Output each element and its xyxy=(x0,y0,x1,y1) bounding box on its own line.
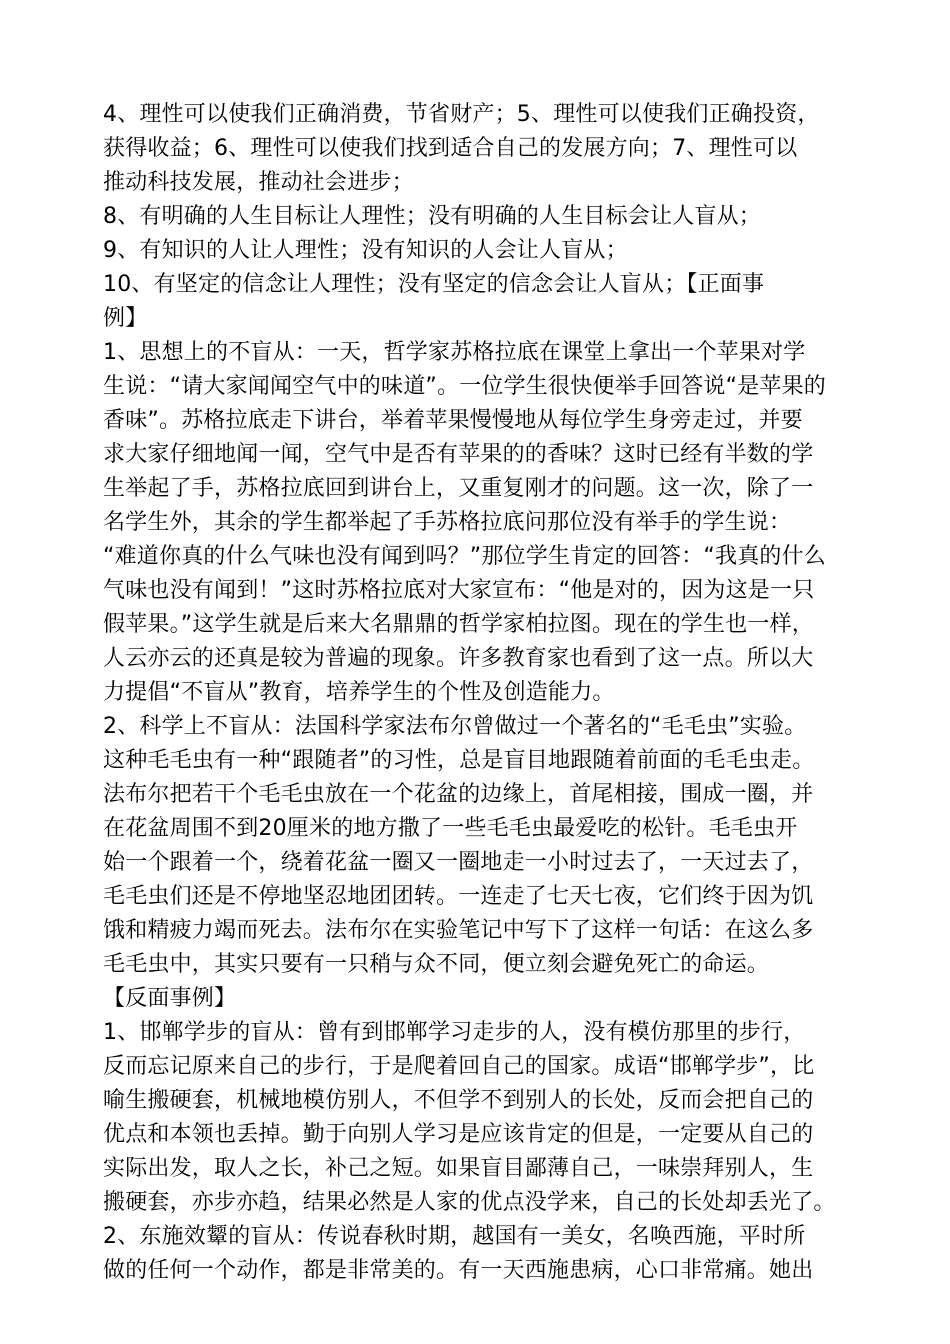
text-line: 人云亦云的还真是较为普遍的现象。许多教育家也看到了这一点。所以大 xyxy=(103,646,814,671)
text-line: 做的任何一个动作，都是非常美的。有一天西施患病，心口非常痛。她出 xyxy=(103,1258,814,1283)
text-line: 法布尔把若干个毛毛虫放在一个花盆的边缘上，首尾相接，围成一圈，并 xyxy=(103,782,814,807)
text-line: 喻生搬硬套，机械地模仿别人，不但学不到别人的长处，反而会把自己的 xyxy=(103,1088,814,1113)
text-line: 饿和精疲力竭而死去。法布尔在实验笔记中写下了这样一句话：在这么多 xyxy=(103,918,814,943)
text-line: 1、思想上的不盲从：一天，哲学家苏格拉底在课堂上拿出一个苹果对学 xyxy=(103,340,806,365)
text-line: “难道你真的什么气味也没有闻到吗？”那位学生肯定的回答：“我真的什么 xyxy=(103,544,826,569)
section-heading: 【反面事例】 xyxy=(103,986,237,1011)
text-line: 搬硬套，亦步亦趋，结果必然是人家的优点没学来，自己的长处却丢光了。 xyxy=(103,1190,836,1215)
text-line: 例】 xyxy=(103,306,148,331)
text-line: 获得收益；6、理性可以使我们找到适合自己的发展方向；7、理性可以 xyxy=(103,136,798,161)
text-line: 实际出发，取人之长，补己之短。如果盲目鄙薄自己，一味崇拜别人，生 xyxy=(103,1156,814,1181)
text-line: 1、邯郸学步的盲从：曾有到邯郸学习走步的人，没有模仿那里的步行， xyxy=(103,1020,806,1045)
text-line: 8、有明确的人生目标让人理性；没有明确的人生目标会让人盲从； xyxy=(103,204,761,229)
text-line: 10、有坚定的信念让人理性；没有坚定的信念会让人盲从；【正面事 xyxy=(103,272,765,297)
text-line: 优点和本领也丢掉。勤于向别人学习是应该肯定的但是，一定要从自己的 xyxy=(103,1122,814,1147)
text-line: 假苹果。”这学生就是后来大名鼎鼎的哲学家柏拉图。现在的学生也一样， xyxy=(103,612,814,637)
text-line: 生举起了手，苏格拉底回到讲台上，又重复刚才的问题。这一次，除了一 xyxy=(103,476,814,501)
text-line: 始一个跟着一个，绕着花盆一圈又一圈地走一小时过去了，一天过去了， xyxy=(103,850,814,875)
text-line: 气味也没有闻到！”这时苏格拉底对大家宣布：“他是对的，因为这是一只 xyxy=(103,578,815,603)
text-line: 香味”。苏格拉底走下讲台，举着苹果慢慢地从每位学生身旁走过，并要 xyxy=(103,408,803,433)
text-line: 在花盆周围不到20厘米的地方撒了一些毛毛虫最爱吃的松针。毛毛虫开 xyxy=(103,816,798,841)
text-line: 这种毛毛虫有一种“跟随者”的习性，总是盲目地跟随着前面的毛毛虫走。 xyxy=(103,748,815,773)
text-line: 推动科技发展，推动社会进步； xyxy=(103,170,414,195)
text-line: 毛毛虫们还是不停地坚忍地团团转。一连走了七天七夜，它们终于因为饥 xyxy=(103,884,814,909)
text-line: 反而忘记原来自己的步行，于是爬着回自己的国家。成语“邯郸学步”，比 xyxy=(103,1054,815,1079)
text-line: 2、东施效颦的盲从：传说春秋时期，越国有一美女，名唤西施，平时所 xyxy=(103,1224,806,1249)
text-line: 求大家仔细地闻一闻，空气中是否有苹果的的香味？这时已经有半数的学 xyxy=(103,442,814,467)
text-line: 力提倡“不盲从”教育，培养学生的个性及创造能力。 xyxy=(103,680,615,705)
document-body xyxy=(103,98,863,1288)
text-line: 4、理性可以使我们正确消费，节省财产；5、理性可以使我们正确投资， xyxy=(103,102,820,127)
text-line: 9、有知识的人让人理性；没有知识的人会让人盲从； xyxy=(103,238,628,263)
text-line: 生说：“请大家闻闻空气中的味道”。一位学生很快便举手回答说“是苹果的 xyxy=(103,374,826,399)
text-line: 毛毛虫中，其实只要有一只稍与众不同，便立刻会避免死亡的命运。 xyxy=(103,952,770,977)
text-line: 2、科学上不盲从：法国科学家法布尔曾做过一个著名的“毛毛虫”实验。 xyxy=(103,714,807,739)
text-line: 名学生外，其余的学生都举起了手苏格拉底问那位没有举手的学生说： xyxy=(103,510,792,535)
